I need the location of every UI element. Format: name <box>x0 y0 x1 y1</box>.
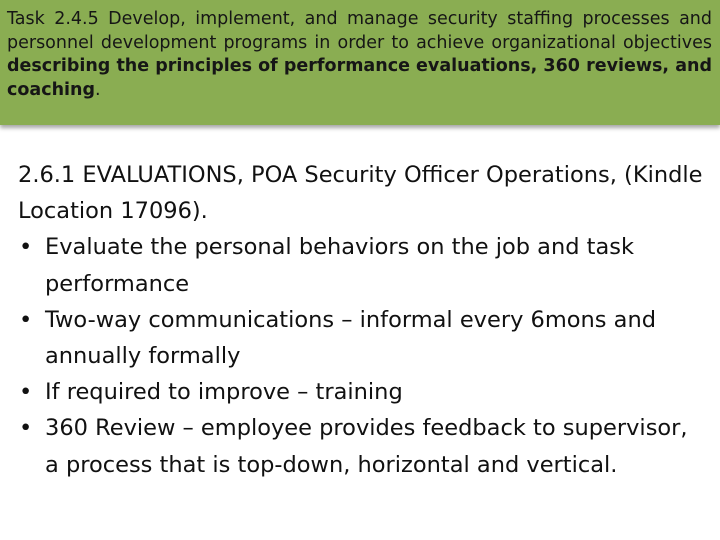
bullet-text: 360 Review – employee provides feedback to supervisor, a process that is top-down, horizontal and vertical. <box>45 415 688 478</box>
title-banner <box>0 0 720 125</box>
bullet-icon: • <box>19 234 33 261</box>
bullet-text: Evaluate the personal behaviors on the job and task performance <box>45 234 635 297</box>
section-heading: 2.6.1 EVALUATIONS, POA Security Officer Operations, (Kindle Location 17096). <box>18 162 703 225</box>
bullet-item <box>18 302 708 374</box>
bullet-text: If required to improve – training <box>45 379 403 406</box>
bullet-icon: • <box>19 306 33 333</box>
bullet-text: Two-way communications – informal every 6mons and annually formally <box>45 306 657 370</box>
slide-body <box>18 157 708 483</box>
task-title-plain: Task 2.4.5 Develop, implement, and manage security staffing processes and personnel development programs in order to achieve organizational objectives <box>7 9 712 53</box>
task-title <box>7 8 712 102</box>
bullet-icon: • <box>19 379 33 406</box>
bullet-icon: • <box>19 415 33 442</box>
bullet-item <box>18 229 708 301</box>
bullet-list <box>18 229 708 482</box>
bullet-item <box>18 374 708 410</box>
task-title-bold: describing the principles of performance evaluations, 360 reviews, and coaching <box>7 56 712 100</box>
bullet-item <box>18 410 708 482</box>
task-title-period: . <box>95 79 101 100</box>
